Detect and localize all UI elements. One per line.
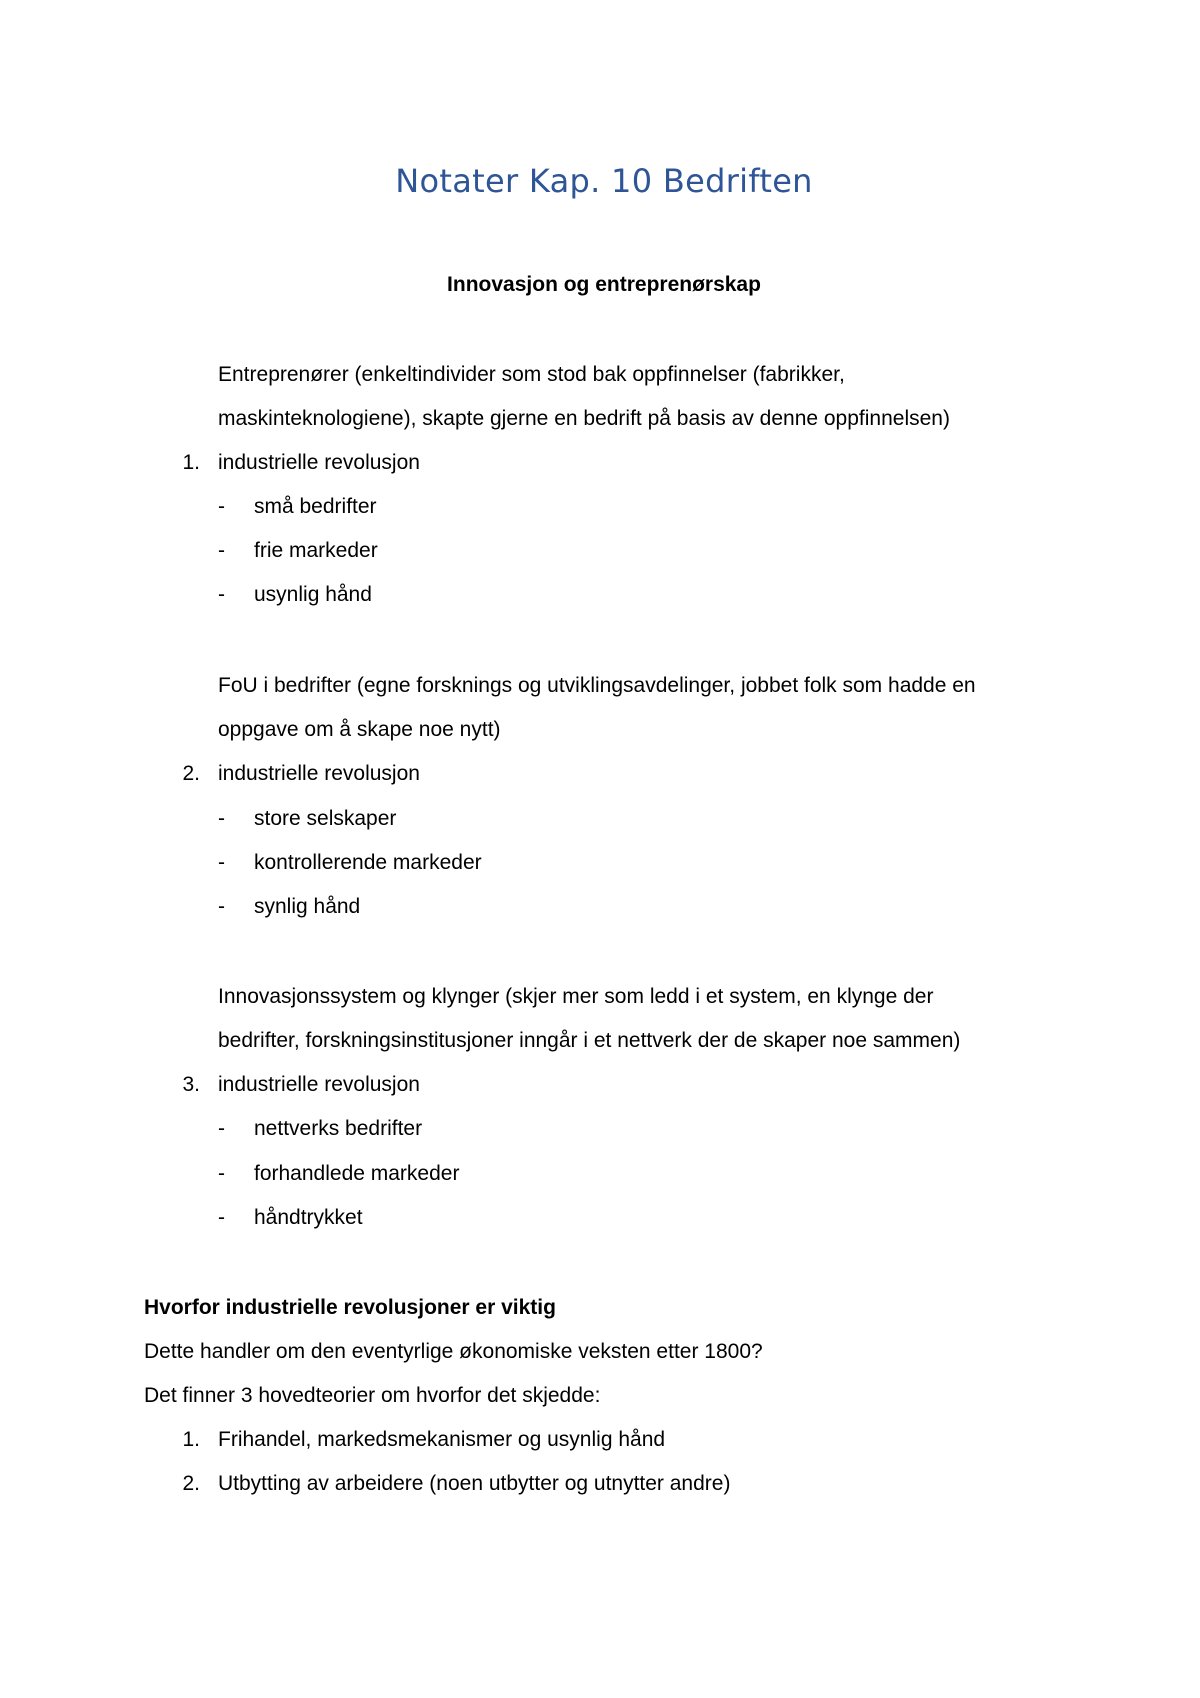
bullet-dash: -	[218, 583, 225, 606]
bullet-dash: -	[218, 1206, 225, 1229]
section3-intro-line2: bedrifter, forskningsinstitusjoner inngår i et nettverk der de skaper noe sammen)	[218, 1029, 961, 1052]
section1-intro-line2: maskinteknologiene), skapte gjerne en bedrift på basis av denne oppfinnelsen)	[218, 407, 950, 430]
section1-number: 1.	[182, 451, 200, 474]
section2-number: 2.	[182, 762, 200, 785]
bullet-dash: -	[218, 851, 225, 874]
bullet-dash: -	[218, 495, 225, 518]
section3-bullet-2: forhandlede markeder	[254, 1162, 460, 1185]
bullet-dash: -	[218, 539, 225, 562]
bullet-dash: -	[218, 1162, 225, 1185]
section1-bullet-3: usynlig hånd	[254, 583, 372, 606]
theory-2-text: Utbytting av arbeidere (noen utbytter og utnytter andre)	[218, 1472, 731, 1495]
section3-number: 3.	[182, 1073, 200, 1096]
section2-heading: industrielle revolusjon	[218, 762, 420, 785]
bullet-dash: -	[218, 895, 225, 918]
why-line-1: Dette handler om den eventyrlige økonomiske veksten etter 1800?	[144, 1340, 763, 1363]
section3-bullet-3: håndtrykket	[254, 1206, 363, 1229]
section3-bullet-1: nettverks bedrifter	[254, 1117, 423, 1140]
bullet-dash: -	[218, 1117, 225, 1140]
section2-intro-line2: oppgave om å skape noe nytt)	[218, 718, 501, 741]
section2-bullet-2: kontrollerende markeder	[254, 851, 482, 874]
section2-bullet-1: store selskaper	[254, 807, 397, 830]
section3-intro-line1: Innovasjonssystem og klynger (skjer mer som ledd i et system, en klynge der	[218, 985, 934, 1008]
section1-intro-line1: Entreprenører (enkeltindivider som stod bak oppfinnelser (fabrikker,	[218, 363, 845, 386]
section1-bullet-2: frie markeder	[254, 539, 378, 562]
subtitle: Innovasjon og entreprenørskap	[447, 273, 761, 296]
section1-bullet-1: små bedrifter	[254, 495, 377, 518]
section2-intro-line1: FoU i bedrifter (egne forsknings og utviklingsavdelinger, jobbet folk som hadde en	[218, 674, 976, 697]
theory-2-number: 2.	[182, 1472, 200, 1495]
theory-1-number: 1.	[182, 1428, 200, 1451]
section3-heading: industrielle revolusjon	[218, 1073, 420, 1096]
bullet-dash: -	[218, 807, 225, 830]
page-title: Notater Kap. 10 Bedriften	[395, 162, 813, 200]
section2-bullet-3: synlig hånd	[254, 895, 361, 918]
section1-heading: industrielle revolusjon	[218, 451, 420, 474]
theory-1-text: Frihandel, markedsmekanismer og usynlig hånd	[218, 1428, 666, 1451]
why-line-2: Det finner 3 hovedteorier om hvorfor det skjedde:	[144, 1384, 601, 1407]
why-heading: Hvorfor industrielle revolusjoner er viktig	[144, 1296, 556, 1319]
